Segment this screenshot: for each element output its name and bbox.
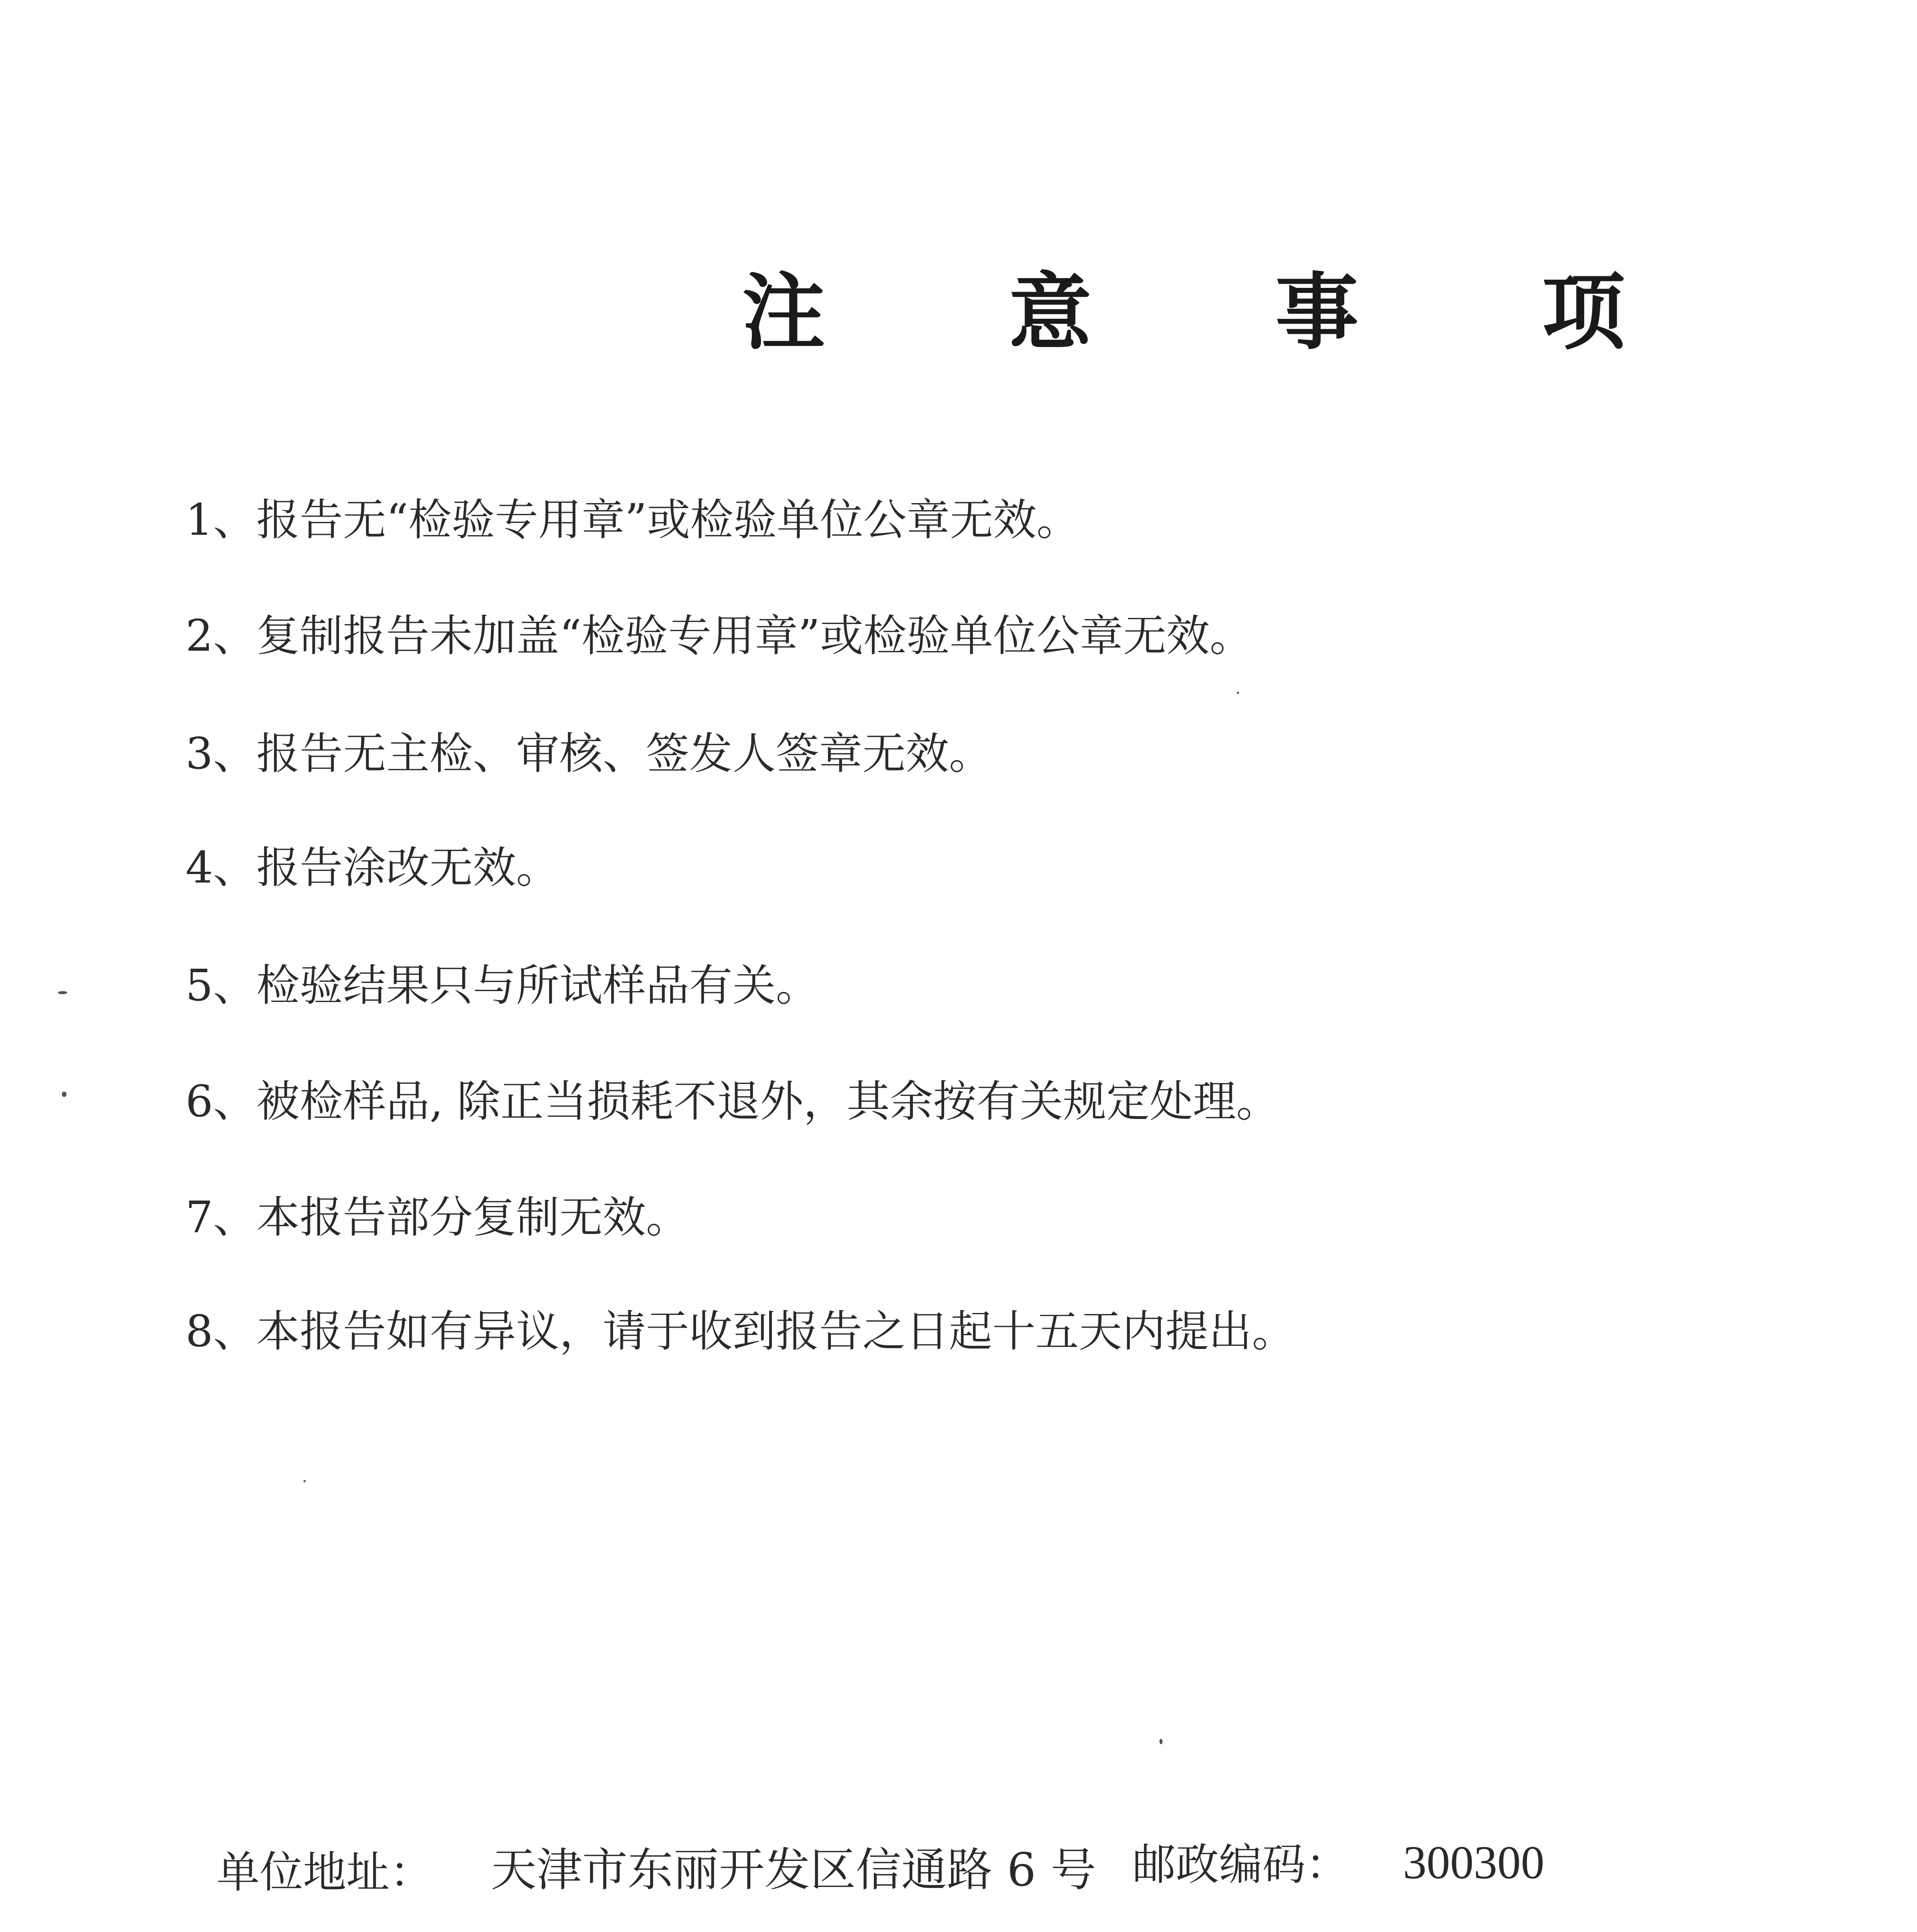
notice-item-7: 7、本报告部分复制无效。 — [186, 1192, 690, 1243]
notice-item-5: 5、检验结果只与所试样品有关。 — [186, 961, 819, 1011]
notice-item-6: 6、被检样品, 除正当损耗不退外，其余按有关规定处理。 — [186, 1077, 1280, 1127]
page-title: 注 意 事 项 — [742, 263, 1702, 361]
scan-speck — [1159, 1739, 1163, 1744]
scan-speck — [62, 1092, 66, 1097]
postcode-cn-label: 邮政编码： — [1132, 1840, 1349, 1890]
scan-speck — [303, 1480, 306, 1482]
scan-speck — [1237, 692, 1239, 694]
scan-speck — [58, 991, 67, 994]
notice-item-3: 3、报告无主检、审核、签发人签章无效。 — [186, 729, 993, 779]
notice-item-8: 8、本报告如有异议，请于收到报告之日起十五天内提出。 — [186, 1306, 1296, 1357]
postcode-cn-value: 300300 — [1403, 1837, 1544, 1889]
notice-item-1: 1、报告无“检验专用章”或检验单位公章无效。 — [186, 495, 1080, 545]
address-cn-label: 单位地址： — [216, 1847, 433, 1898]
notice-item-2: 2、复制报告未加盖“检验专用章”或检验单位公章无效。 — [186, 611, 1253, 661]
address-cn-value: 天津市东丽开发区信通路 6 号 — [491, 1843, 1096, 1896]
notice-item-4: 4、报告涂改无效。 — [186, 843, 560, 893]
